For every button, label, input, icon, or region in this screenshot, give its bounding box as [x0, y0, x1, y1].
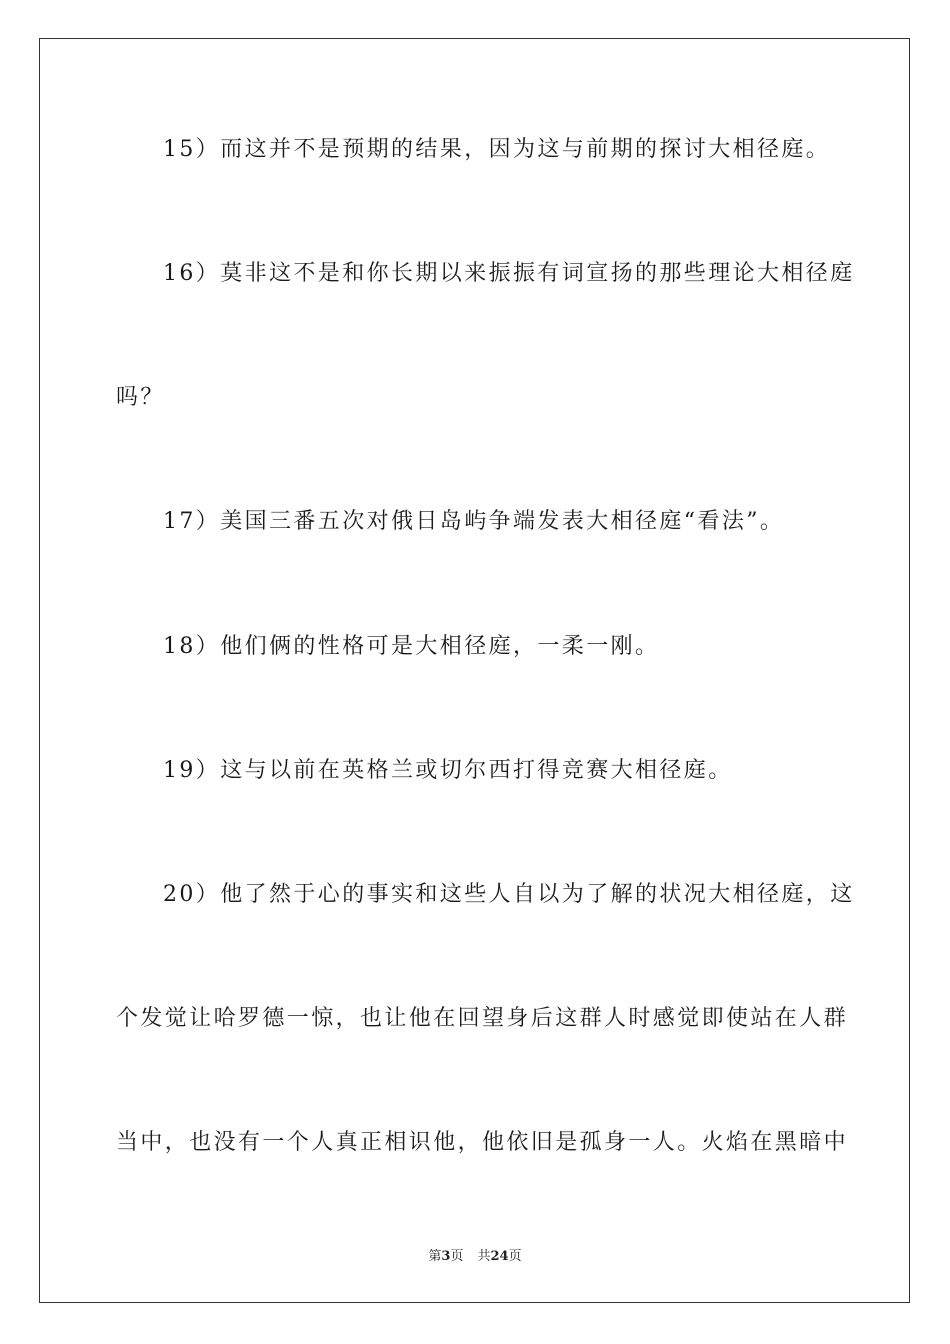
footer-page-suffix: 页 [450, 1249, 464, 1264]
footer-total-pages: 24 [490, 1249, 509, 1264]
page-footer [0, 1249, 950, 1265]
paragraph-17: 17）美国三番五次对俄日岛屿争端发表大相径庭“看法”。 [163, 509, 785, 534]
footer-page-prefix: 第 [428, 1249, 442, 1264]
paragraph-19: 19）这与以前在英格兰或切尔西打得竞赛大相径庭。 [163, 758, 733, 783]
paragraph-16-line-2: 吗？ [116, 385, 165, 410]
footer-page-number: 3 [441, 1249, 451, 1264]
paragraph-20-line-2: 个发觉让哈罗德一惊，也让他在回望身后这群人时感觉即使站在人群 [116, 1006, 849, 1031]
footer-total-prefix: 共 [477, 1249, 491, 1264]
paragraph-16-line-1: 16）莫非这不是和你长期以来振振有词宣扬的那些理论大相径庭 [163, 261, 855, 286]
paragraph-20-line-3: 当中，也没有一个人真正相识他，他依旧是孤身一人。火焰在黑暗中 [116, 1130, 849, 1155]
paragraph-18: 18）他们俩的性格可是大相径庭，一柔一刚。 [163, 634, 660, 659]
paragraph-15: 15）而这并不是预期的结果，因为这与前期的探讨大相径庭。 [163, 137, 831, 162]
paragraph-20-line-1: 20）他了然于心的事实和这些人自以为了解的状况大相径庭，这 [163, 882, 855, 907]
page-border [39, 38, 910, 1303]
footer-total-suffix: 页 [508, 1249, 522, 1264]
